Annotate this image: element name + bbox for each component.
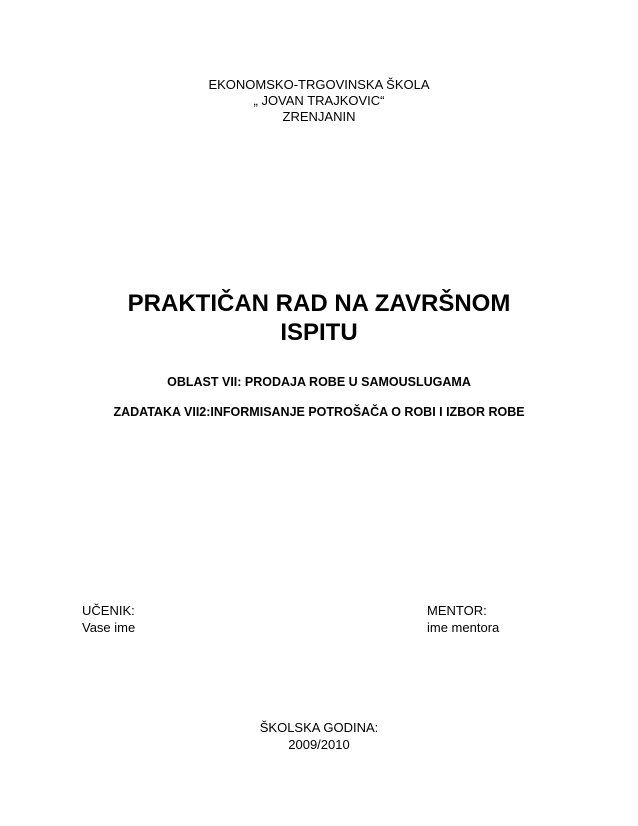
title-line-1: PRAKTIČAN RAD NA ZAVRŠNOM (127, 290, 511, 317)
student-name: Vase ime (82, 620, 136, 635)
school-year-label: ŠKOLSKA GODINA: (259, 720, 379, 735)
school-name: EKONOMSKO-TRGOVINSKA ŠKOLA (208, 77, 430, 92)
mentor-label: MENTOR: (427, 603, 487, 618)
student-block (82, 602, 135, 636)
school-year: 2009/2010 (288, 737, 350, 752)
area-heading: OBLAST VII: PRODAJA ROBE U SAMOUSLUGAMA (167, 375, 471, 389)
mentor-name: ime mentora (427, 620, 500, 635)
school-quote: „ JOVAN TRAJKOVIC“ (253, 93, 385, 108)
mentor-block (427, 602, 499, 636)
city: ZRENJANIN (282, 109, 356, 124)
title-line-2: ISPITU (280, 319, 358, 346)
student-label: UČENIK: (82, 603, 135, 618)
task-heading: ZADATAKA VII2:INFORMISANJE POTROŠAČA O ROBI I IZBOR ROBE (113, 405, 525, 419)
